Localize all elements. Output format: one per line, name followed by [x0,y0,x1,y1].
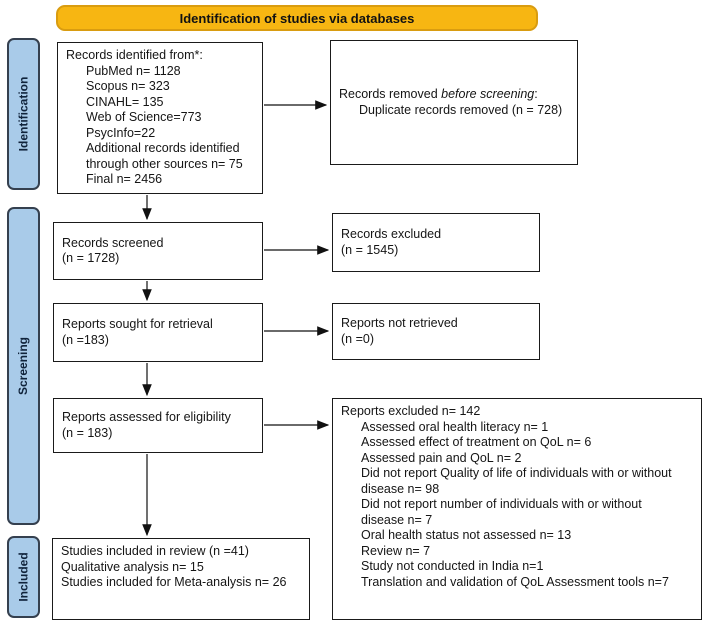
stage-label-included [7,536,40,618]
italic-before-screening: before screening [441,87,535,101]
box-text-line: Records identified from*: [66,48,203,62]
records-removed-line2: Duplicate records removed (n = 728) [359,102,563,117]
box-text-line: through other sources n= 75 [86,156,243,171]
diagram-title-banner [56,5,538,31]
box-records-identified [57,42,263,194]
box-text-line: Study not conducted in India n=1 [361,559,544,573]
box-text-line: Studies included in review (n =41) [61,544,249,558]
box-text-line: CINAHL= 135 [86,94,164,109]
box-text-line: disease n= 7 [361,512,433,527]
stage-label-text: Included [16,552,31,602]
box-text-line: PsycInfo=22 [86,125,156,140]
box-text-line: Reports assessed for eligibility [62,410,231,424]
box-text-line: Reports not retrieved [341,316,458,330]
box-text-line: Review n= 7 [361,543,431,558]
box-text-line: Studies included for Meta-analysis n= 26 [61,575,287,589]
box-text-line: Records excluded [341,227,442,241]
stage-label-text: Identification [16,76,31,152]
stage-label-identification [7,38,40,190]
box-text-line: Additional records identified [86,141,240,155]
box-reports-assessed-for-eligibility [53,398,263,453]
box-text-line: Reports sought for retrieval [62,317,213,331]
box-reports-sought-for-retrieval [53,303,263,362]
box-records-excluded [332,213,540,272]
box-records-screened [53,222,263,280]
stage-label-text: Screening [16,336,31,396]
box-records-removed-before-screening [330,40,578,165]
box-text-line: Web of Science=773 [86,110,202,124]
box-text-line: (n = 1545) [341,242,399,257]
stage-label-screening [7,207,40,525]
box-text-line: Qualitative analysis n= 15 [61,559,204,574]
box-text-line: Assessed effect of treatment on QoL n= 6 [361,435,592,449]
box-text-line: Scopus n= 323 [86,79,170,93]
box-text-line: Did not report Quality of life of individuals with or without [361,466,672,480]
box-reports-excluded-reasons [332,398,702,620]
box-text-line: Did not report number of individuals with or without [361,497,642,511]
box-text-line: (n = 1728) [62,251,120,265]
box-studies-included-in-review [52,538,310,620]
box-text-line: Records screened [62,235,164,250]
box-text-line: (n = 183) [62,425,113,440]
box-text-line: Translation and validation of QoL Assessment tools n=7 [361,574,669,589]
box-reports-not-retrieved [332,303,540,360]
box-text-line: PubMed n= 1128 [86,63,181,78]
box-text-line: Assessed pain and QoL n= 2 [361,450,522,465]
box-text-line: (n =0) [341,331,375,346]
records-removed-line1: Records removed before screening: [339,87,538,101]
box-text-line: Final n= 2456 [86,172,163,186]
box-text-line: (n =183) [62,332,109,347]
box-text-line: Assessed oral health literacy n= 1 [361,419,549,434]
box-text-line: Oral health status not assessed n= 13 [361,528,572,542]
box-text-line: disease n= 98 [361,481,440,496]
box-text-line: Reports excluded n= 142 [341,404,481,418]
diagram-title: Identification of studies via databases [179,10,415,26]
